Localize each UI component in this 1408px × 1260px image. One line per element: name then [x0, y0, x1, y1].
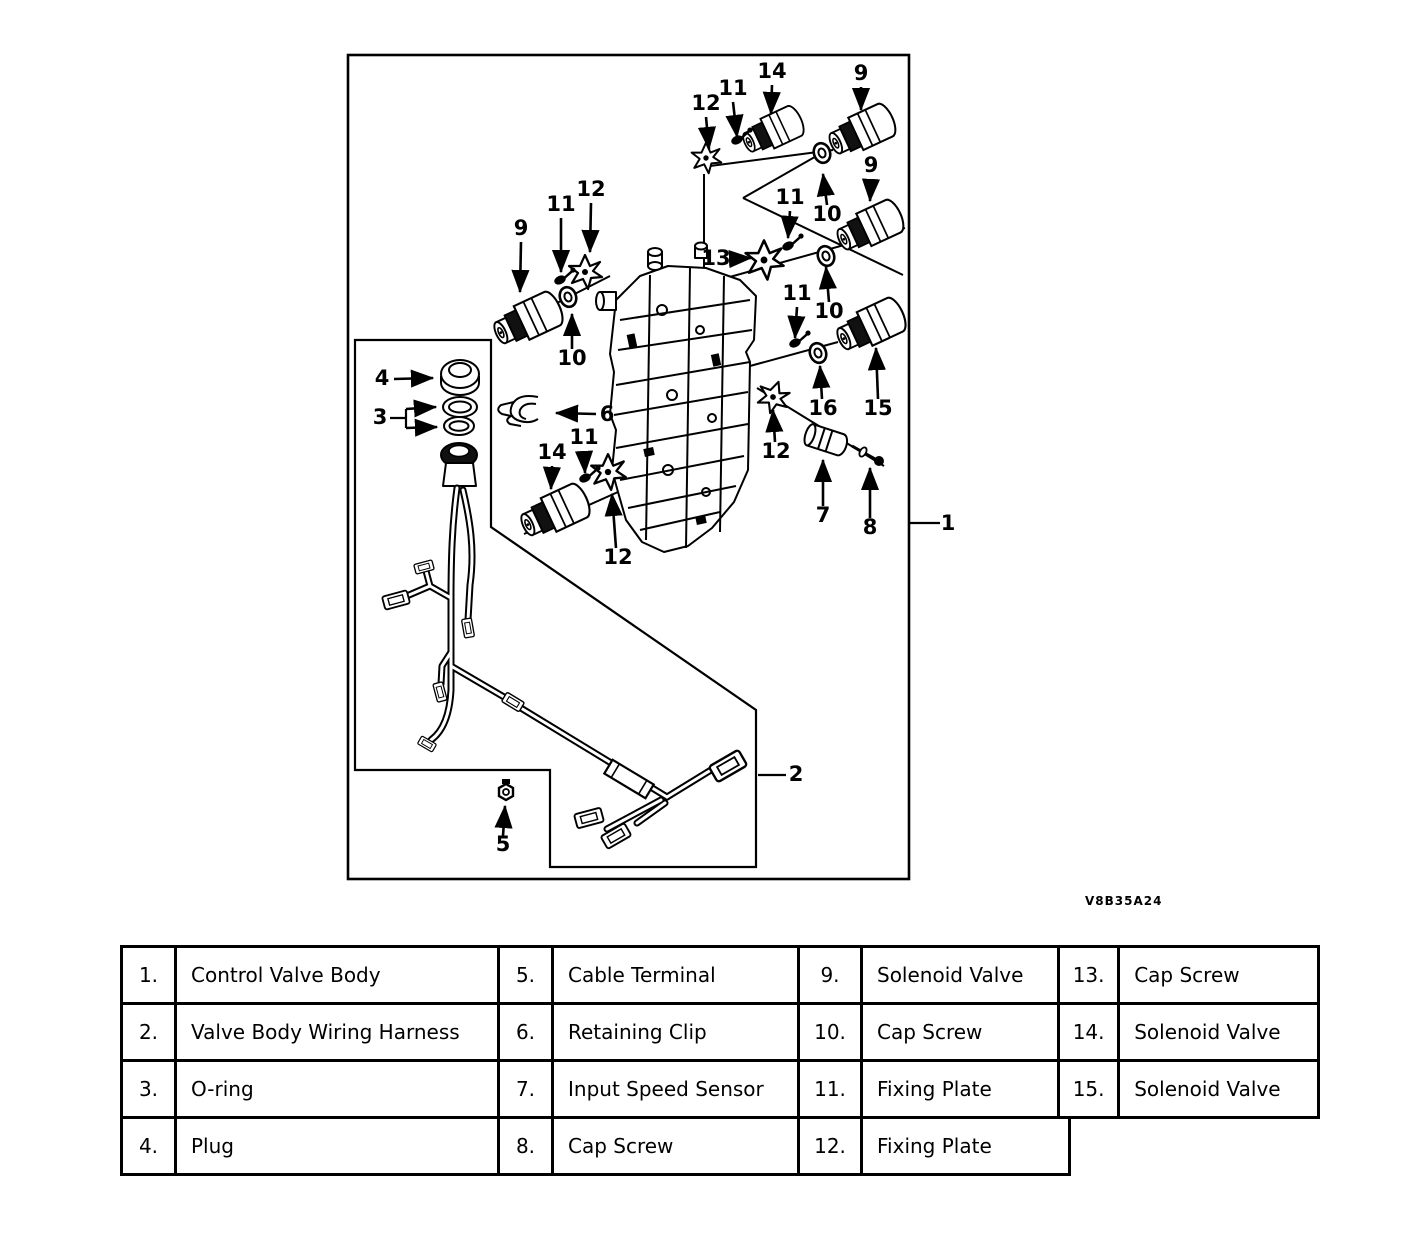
cap-screw-washer — [557, 285, 579, 309]
part-number: 4. — [122, 1118, 176, 1175]
callout-15 — [863, 348, 892, 420]
parts-table-group-4 — [1057, 945, 1320, 1119]
part-number: 13. — [1059, 947, 1119, 1004]
callout-8 — [863, 468, 878, 539]
callout-9 — [854, 61, 869, 110]
harness-connector — [709, 750, 747, 783]
part-number: 6. — [499, 1004, 553, 1061]
svg-text:5: 5 — [495, 832, 511, 856]
svg-text:16: 16 — [808, 396, 838, 420]
svg-text:10: 10 — [814, 299, 844, 323]
svg-text:4: 4 — [374, 366, 390, 390]
callout-16 — [808, 366, 837, 420]
svg-text:9: 9 — [853, 61, 869, 85]
svg-text:10: 10 — [812, 202, 842, 226]
part-name: Valve Body Wiring Harness — [176, 1004, 507, 1061]
part-name: Retaining Clip — [553, 1004, 807, 1061]
part-name: Cap Screw — [553, 1118, 807, 1175]
part-name: O-ring — [176, 1061, 507, 1118]
control-valve-body — [596, 243, 756, 553]
callout-11 — [546, 192, 575, 272]
svg-text:11: 11 — [782, 281, 812, 305]
part-name: Control Valve Body — [176, 947, 507, 1004]
svg-text:7: 7 — [815, 503, 831, 527]
fixing-screw-11 — [787, 330, 814, 350]
svg-text:12: 12 — [603, 545, 633, 569]
callout-13 — [701, 246, 751, 270]
callout-5 — [496, 806, 511, 856]
harness-connector — [501, 692, 524, 712]
parts-legend — [120, 945, 1320, 1185]
figure-code: V8B35A24 — [1085, 893, 1163, 909]
svg-text:12: 12 — [691, 91, 721, 115]
parts-table-group-1 — [120, 945, 508, 1176]
svg-text:14: 14 — [757, 59, 787, 83]
part-number: 11. — [799, 1061, 862, 1118]
part-name: Solenoid Valve — [862, 947, 1070, 1004]
callout-10 — [814, 267, 843, 323]
callout-2 — [758, 762, 803, 786]
fixing-screw-11 — [780, 233, 807, 253]
part-number: 5. — [499, 947, 553, 1004]
svg-text:9: 9 — [513, 216, 529, 240]
callout-9 — [864, 153, 879, 201]
harness-connector — [433, 682, 447, 703]
callout-1 — [910, 511, 955, 535]
part-number: 8. — [499, 1118, 553, 1175]
parts-table-group-3 — [797, 945, 1071, 1176]
part-name: Cable Terminal — [553, 947, 807, 1004]
harness-connector — [382, 590, 410, 610]
part-name: Cap Screw — [1119, 947, 1319, 1004]
callout-11 — [775, 185, 804, 238]
part-number: 10. — [799, 1004, 862, 1061]
svg-text:2: 2 — [788, 762, 804, 786]
part-name: Solenoid Valve — [1119, 1004, 1319, 1061]
solenoid-valve-9c — [489, 289, 567, 352]
svg-text:3: 3 — [372, 405, 388, 429]
fixing-plate-12 — [692, 143, 722, 174]
svg-text:1: 1 — [940, 511, 956, 535]
callout-9 — [514, 216, 529, 292]
o-ring — [444, 417, 474, 435]
part-name: Fixing Plate — [862, 1118, 1070, 1175]
part-name: Solenoid Valve — [1119, 1061, 1319, 1118]
part-name: Input Speed Sensor — [553, 1061, 807, 1118]
svg-text:11: 11 — [718, 76, 748, 100]
part-number: 1. — [122, 947, 176, 1004]
input-speed-sensor — [802, 423, 849, 457]
part-name: Cap Screw — [862, 1004, 1070, 1061]
part-name: Fixing Plate — [862, 1061, 1070, 1118]
part-number: 9. — [799, 947, 862, 1004]
part-number: 7. — [499, 1061, 553, 1118]
cap-screw-8 — [852, 446, 884, 466]
callout-12 — [761, 410, 790, 463]
callout-7 — [816, 460, 831, 527]
svg-text:15: 15 — [863, 396, 893, 420]
svg-text:6: 6 — [599, 402, 615, 426]
part-number: 2. — [122, 1004, 176, 1061]
plug — [441, 360, 479, 395]
harness-connector-head — [441, 443, 477, 486]
harness-connector — [414, 560, 435, 574]
callout-10 — [812, 174, 841, 226]
callout-6 — [556, 402, 614, 426]
harness-connector — [574, 808, 604, 829]
fixing-plate-13 — [746, 240, 784, 279]
part-number: 3. — [122, 1061, 176, 1118]
svg-text:13: 13 — [701, 246, 731, 270]
part-name: Plug — [176, 1118, 507, 1175]
callout-12 — [691, 91, 720, 149]
callout-14 — [757, 59, 786, 114]
callout-14 — [537, 440, 566, 489]
parts-table-group-2 — [497, 945, 808, 1176]
part-number: 14. — [1059, 1004, 1119, 1061]
solenoid-valve-9b — [832, 197, 908, 258]
o-ring — [443, 397, 477, 417]
callout-11 — [782, 281, 811, 338]
callout-12 — [576, 177, 605, 252]
svg-text:8: 8 — [862, 515, 878, 539]
harness-connector — [462, 618, 475, 638]
part-number: 15. — [1059, 1061, 1119, 1118]
solenoid-valve-14b — [516, 481, 594, 544]
callout-4 — [375, 366, 433, 390]
svg-text:11: 11 — [546, 192, 576, 216]
svg-text:9: 9 — [863, 153, 879, 177]
retaining-clip — [498, 396, 538, 426]
svg-text:14: 14 — [537, 440, 567, 464]
svg-text:10: 10 — [557, 346, 587, 370]
svg-text:12: 12 — [576, 177, 606, 201]
callout-11 — [718, 76, 747, 137]
callout-3 — [373, 405, 437, 429]
cap-screw-washer — [811, 141, 833, 165]
cable-terminal — [499, 779, 513, 800]
part-number: 12. — [799, 1118, 862, 1175]
svg-text:12: 12 — [761, 439, 791, 463]
svg-text:11: 11 — [569, 425, 599, 449]
svg-text:11: 11 — [775, 185, 805, 209]
